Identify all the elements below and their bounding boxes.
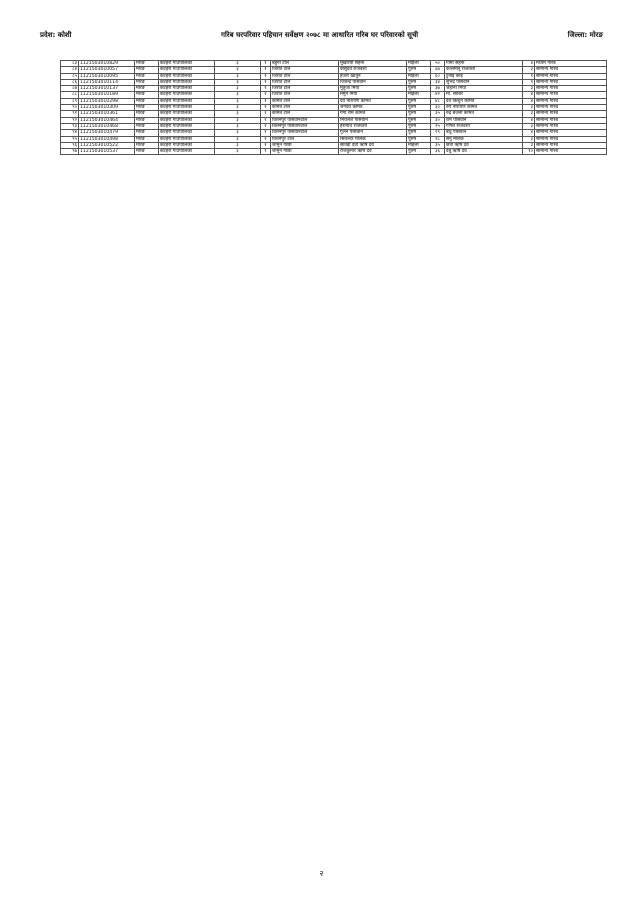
table-cell: विशनपुर पासवानटोल [271,130,339,136]
table-cell: 1121503010361 [79,111,135,117]
table-cell: कालमोनु राजवंशी [445,67,523,73]
table-cell: २५ [431,123,445,129]
table-cell: ९० [61,105,79,111]
table-cell: जामुन गाछी [271,149,339,155]
table-cell: कटहरी गाउँपालिका [159,123,215,129]
table-cell: मोरङ [135,142,159,148]
table-cell: जहानो मिया [445,86,523,92]
table-cell: सामान्य गरिब [535,123,607,129]
table-cell: १ [261,136,271,142]
table-cell: ३ [523,136,535,142]
table-cell: जिरात टोल [271,73,339,79]
table-cell: ४२ [431,92,445,98]
table-cell: पुरुष [407,86,431,92]
table-cell: 1121503010479 [79,130,135,136]
table-cell: ३ [523,105,535,111]
table-cell: बेचु पासवान [445,130,523,136]
table-cell: १० [523,149,535,155]
page-header [40,28,603,42]
table-cell: सामान्य गरिब [535,73,607,79]
table-cell: ३ [215,117,261,123]
table-cell: ४ [523,130,535,136]
table-cell: २९ [431,130,445,136]
table-cell: कटहरी गाउँपालिका [159,105,215,111]
table-cell: कटहरी गाउँपालिका [159,142,215,148]
table-cell: १ [261,79,271,85]
table-cell: कटहरी गाउँपालिका [159,86,215,92]
table-cell: रुप नारायण कामत [445,105,523,111]
table-cell: कटहरी गाउँपालिका [159,73,215,79]
table-cell: 1121503010464 [79,117,135,123]
table-cell: 1121503010298 [79,98,135,104]
table-cell: ९३ [61,123,79,129]
table-cell: जामुन गाछी [271,142,339,148]
table-cell: ४ [523,98,535,104]
table-cell: गंगा राम कामत [339,111,407,117]
table-cell: छत्री ऋषि देव [445,142,523,148]
table-cell: ९४ [61,130,79,136]
table-cell: महिला [407,61,431,67]
table-cell: १ [261,117,271,123]
table-cell: पुरुष [407,117,431,123]
table-cell: पुरुष [407,79,431,85]
table-cell: मुर्तुजा मिया [339,86,407,92]
table-cell: पुरुष [407,123,431,129]
table-cell: जिरात टोल [271,86,339,92]
table-cell: 1121503010137 [79,86,135,92]
table-cell: पुरुष [407,105,431,111]
table-cell: विशनपुर पासवानटोल [271,117,339,123]
table-cell: ३ [215,136,261,142]
table-cell: ३ [523,142,535,148]
table-cell: १ [261,149,271,155]
table-cell: कटहरी गाउँपालिका [159,136,215,142]
table-cell: मोरङ [135,92,159,98]
table-cell: हरानाथ राजवंशी [339,123,407,129]
table-cell: मोरङ [135,73,159,79]
table-cell: 1121503010189 [79,92,135,98]
table-cell: कटहरी गाउँपालिका [159,79,215,85]
table-cell: ८८ [61,92,79,98]
table-cell: गुलेन पासवान [339,130,407,136]
table-cell: ३ [215,149,261,155]
table-cell: ३ [215,98,261,104]
table-cell: मोरङ [135,111,159,117]
document-title: गरिब घरपरिवार पहिचान सर्वेक्षण २०७८ मा आधारित गरिब घर परिवारको सूची [221,30,419,39]
table-cell: ३ [215,142,261,148]
province-label: प्रदेश: कोशी [40,30,72,39]
table-cell: विशनपुर पासवानटोल [271,123,339,129]
table-cell: 1121503010498 [79,136,135,142]
table-cell: 1121503010057 [79,67,135,73]
table-cell: पुरुष [407,98,431,104]
table-cell: मिथलेश पासवान [339,117,407,123]
table-cell: १ [261,111,271,117]
table-cell: ३७ [431,86,445,92]
table-cell: सामान्य गरिब [535,92,607,98]
table-cell: कटहरी गाउँपालिका [159,61,215,67]
table-cell: ८३ [61,61,79,67]
table-cell: जिरात टोल [271,67,339,73]
table-cell: ४ [523,117,535,123]
table-cell: कटहरी गाउँपालिका [159,98,215,104]
table-cell: ३ [215,61,261,67]
table-cell: ९७ [61,149,79,155]
table-cell: हजरा खातुन [339,73,407,79]
table-cell: टुनाई कोइ [445,73,523,79]
table-cell: गणेश राजवंशी [445,123,523,129]
table-cell: पुरुष [407,111,431,117]
table-cell: कामत टोल [271,105,339,111]
table-cell: 1121503010537 [79,149,135,155]
table-cell: पुरुष [407,67,431,73]
table-cell: मोरङ [135,149,159,155]
table-cell: मोरङ [135,123,159,129]
table-cell: सुभद्रे पासवान [445,79,523,85]
table-cell: ३ [215,86,261,92]
table-cell: कटहरी गाउँपालिका [159,67,215,73]
table-cell: 1121503010095 [79,73,135,79]
table-cell: ५० [431,61,445,67]
table-cell: महिला [407,73,431,79]
table-cell: कामत टोल [271,111,339,117]
table-cell: ८७ [61,86,79,92]
table-cell: सावड़ी देवी ऋषि देव [339,142,407,148]
table-cell: ८६ [61,79,79,85]
table-cell: ३ [523,111,535,117]
table-cell: पुरुष [407,130,431,136]
table-cell: ३४ [431,79,445,85]
table-cell: ८५ [61,73,79,79]
table-cell: राम पासवान [445,117,523,123]
table-cell: कटहरी गाउँपालिका [159,130,215,136]
table-cell: १ [261,61,271,67]
table-cell: १ [261,105,271,111]
table-cell: सामान्य गरिब [535,117,607,123]
table-cell: 1121503010468 [79,123,135,129]
table-cell: सामान्य गरिब [535,111,607,117]
table-cell: ४ [523,61,535,67]
table-cell: ३ [523,86,535,92]
table-cell: ३ [215,123,261,129]
table-cell: १ [261,130,271,136]
table-cell: ३५ [431,111,445,117]
table-cell: ८४ [61,67,79,73]
table-cell: ३ [523,67,535,73]
table-cell: गोमा सहनी [445,61,523,67]
table-cell: सामान्य गरिब [535,98,607,104]
table-cell: ३५ [431,142,445,148]
table-cell: ४८ [431,98,445,104]
table-cell: सामान्य गरिब [535,130,607,136]
table-cell: १ [261,98,271,104]
table-cell: कटहरी गाउँपालिका [159,149,215,155]
table-row [61,149,607,155]
table-cell: मुखेरिया सहनी [339,61,407,67]
table-cell: बासुदेव राजवंशी [339,67,407,73]
table-cell: मोरङ [135,67,159,73]
table-cell: मोरङ [135,105,159,111]
table-cell: मोरङ [135,130,159,136]
table-cell: ३० [431,117,445,123]
table-cell: बहुनी टोल [271,61,339,67]
table-cell: कटहरी गाउँपालिका [159,117,215,123]
table-cell: ३६ [431,149,445,155]
table-cell: ९१ [61,111,79,117]
table-cell: मोरङ [135,79,159,85]
table-cell: ३ [215,79,261,85]
table-cell: १ [261,92,271,98]
table-cell: १ [261,123,271,129]
table-cell: कामत टोल [271,98,339,104]
table-cell: मोरङ [135,86,159,92]
table-cell: सामान्य गरिब [535,105,607,111]
table-cell: महिला [407,92,431,98]
table-cell: राजकुमार ऋषि देव [339,149,407,155]
table-cell: जिरात टोल [271,92,339,98]
table-cell: रुद्र बैजनी कामत [445,111,523,117]
table-cell: १ [523,73,535,79]
table-cell: महिला [407,142,431,148]
table-cell: २८ [431,136,445,142]
table-cell: मोरङ [135,117,159,123]
table-cell: ४ [523,92,535,98]
table-cell: १ [523,79,535,85]
page-number: २ [319,869,324,878]
table-cell: सामान्य गरिब [535,149,607,155]
table-cell: देबु ऋषि देव [445,149,523,155]
table-cell: सामान्य गरिब [535,86,607,92]
table-cell: सामान्य गरिब [535,142,607,148]
table-cell: ८९ [61,98,79,104]
table-cell: मोरङ [135,136,159,142]
table-cell: ३ [215,73,261,79]
table-cell: ३० [431,105,445,111]
table-cell: ३ [215,111,261,117]
table-cell: 1121503010522 [79,142,135,148]
table-cell: सनु मलिक [445,136,523,142]
table-cell: 1121503010829 [79,61,135,67]
table-cell: सामान्य गरिब [535,67,607,73]
table-body [61,61,607,155]
table-cell: 1121503010309 [79,105,135,111]
table-cell: ३ [215,130,261,136]
table-cell: १ [261,142,271,148]
table-cell: पुरुष [407,149,431,155]
table-cell: ३ [215,67,261,73]
table-cell: सामान्य गरिब [535,79,607,85]
household-list-table [60,60,606,155]
table-cell: ३ [215,92,261,98]
table-cell: कटहरी गाउँपालिका [159,92,215,98]
table-cell: ३ [215,105,261,111]
table-cell: १ [261,86,271,92]
table-cell: कटहरी गाउँपालिका [159,111,215,117]
table-cell: ३ [523,123,535,129]
table-cell: सामान्य गरिब [535,136,607,142]
table-cell: १ [261,67,271,73]
table-cell: विशनपुर टोल [271,136,339,142]
table-cell: ९२ [61,117,79,123]
table-cell: जितेन्द्र पासवान [339,79,407,85]
table-cell: 1121503010114 [79,79,135,85]
table-cell: मो. साबिर [445,92,523,98]
district-label: जिल्ला: मोरङ [567,30,603,39]
table-cell: मैमुन मिया [339,92,407,98]
table-cell: ६७ [431,67,445,73]
table-cell: जगदेव कामत [339,105,407,111]
table-cell: मध्यम गरिब [535,61,607,67]
table-cell: सिकेन्दर मलिक [339,136,407,142]
table-cell: मोरङ [135,98,159,104]
table-cell: देव नारायण कामत [339,98,407,104]
table-cell: ९६ [61,142,79,148]
table-cell: ९५ [61,136,79,142]
table-cell: मोरङ [135,61,159,67]
table-cell: पुरुष [407,136,431,142]
table-cell: ६० [431,73,445,79]
table-cell: देव किशुन कामत [445,98,523,104]
table-cell: १ [261,73,271,79]
table-cell: जिरात टोल [271,79,339,85]
